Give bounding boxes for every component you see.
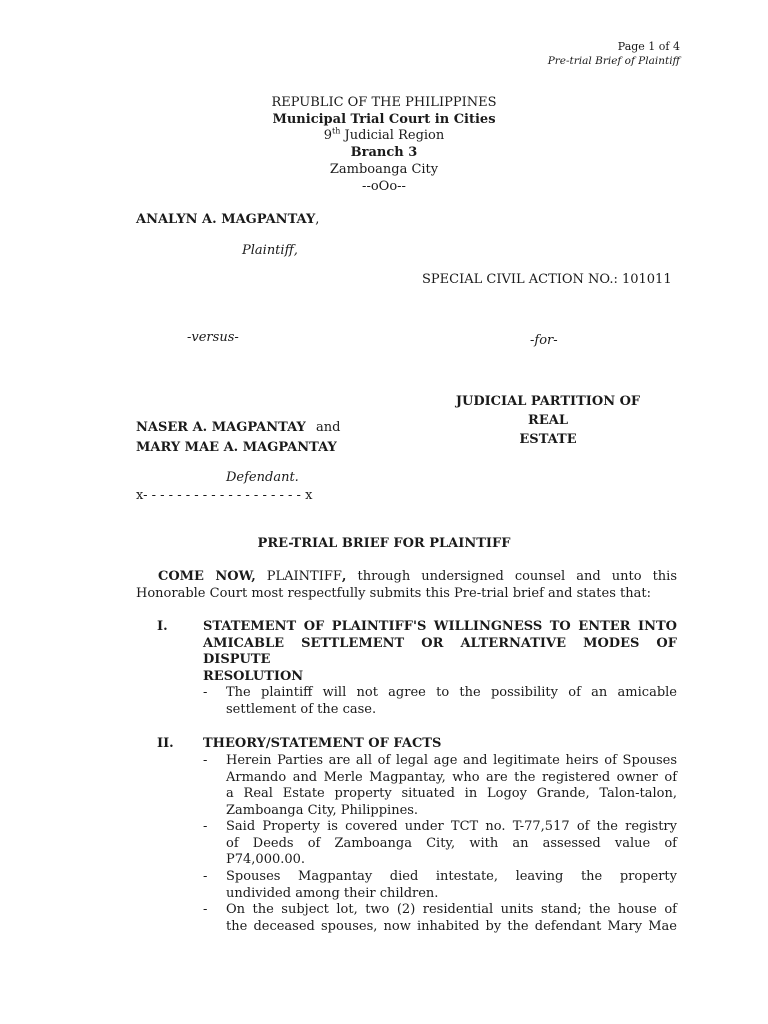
section-1-title-line: AMICABLE SETTLEMENT OR ALTERNATIVE MODES OF DISPUTE	[203, 635, 677, 667]
defendant-1: NASER A. MAGPANTAY	[136, 420, 306, 435]
bullet-text	[226, 753, 677, 819]
region-ordinal: th	[332, 126, 341, 136]
intro-line-2: Honorable Court most respectfully submits this Pre-trial brief and states that:	[136, 585, 651, 601]
bullet-line: of Deeds of Zamboanga City, with an assessed value of	[226, 835, 677, 851]
section-1-title-line: RESOLUTION	[203, 668, 304, 684]
intro-comma: ,	[341, 569, 347, 584]
intro-rest: through undersigned counsel and unto this	[346, 569, 678, 584]
plaintiff-comma: ,	[315, 212, 320, 227]
case-number: SPECIAL CIVIL ACTION NO.: 101011	[422, 272, 672, 287]
defendant-2: MARY MAE A. MAGPANTAY	[136, 440, 337, 455]
section-2-bullet	[203, 819, 677, 869]
bullet-line: the deceased spouses, now inhabited by the defendant Mary Mae	[226, 918, 677, 934]
section-2-bullet	[203, 753, 677, 819]
bullet-text	[226, 685, 677, 718]
bullet-line: undivided among their children.	[226, 885, 439, 901]
section-2-title: THEORY/STATEMENT OF FACTS	[203, 736, 442, 751]
section-1-number: I.	[157, 619, 168, 634]
plaintiff-name-text: ANALYN A. MAGPANTAY	[136, 212, 316, 227]
bullet-line: Armando and Merle Magpantay, who are the registered owner of	[226, 769, 677, 785]
and-label: and	[316, 420, 341, 435]
versus: -versus-	[187, 330, 239, 345]
document-title: PRE-TRIAL BRIEF FOR PLAINTIFF	[257, 536, 511, 551]
bullet-dash: -	[203, 902, 208, 917]
come-now: COME NOW,	[158, 569, 256, 584]
caption-separator: x- - - - - - - - - - - - - - - - - - - x	[136, 488, 313, 503]
section-1-title	[203, 619, 677, 685]
region-number: 9	[323, 128, 333, 143]
section-1-title-line: STATEMENT OF PLAINTIFF'S WILLINGNESS TO ENTER INTO	[203, 619, 677, 634]
bullet-line: Spouses Magpantay died intestate, leaving the property	[226, 869, 677, 884]
bullet-text	[226, 869, 677, 902]
plaintiff-name	[136, 212, 319, 227]
court-name: Municipal Trial Court in Cities	[272, 112, 496, 127]
action-title-line-1: JUDICIAL PARTITION OF REAL	[455, 394, 641, 428]
bullet-line: The plaintiff will not agree to the possibility of an amicable	[226, 685, 677, 700]
section-2-bullet	[203, 902, 677, 936]
section-1-bullet	[203, 685, 677, 719]
branch: Branch 3	[350, 145, 418, 160]
judicial-region	[0, 128, 768, 143]
bullet-dash: -	[203, 685, 208, 700]
bullet-dash: -	[203, 819, 208, 834]
intro-paragraph	[136, 569, 677, 602]
section-2-bullet	[203, 869, 677, 903]
action-title	[439, 392, 657, 449]
republic-heading: REPUBLIC OF THE PHILIPPINES	[271, 95, 497, 110]
region-label: Judicial Region	[340, 128, 445, 143]
section-2-number: II.	[157, 736, 174, 751]
page-number: Page 1 of 4	[617, 40, 680, 53]
bullet-dash: -	[203, 753, 208, 768]
bullet-line: Zamboanga City, Philippines.	[226, 802, 419, 818]
bullet-line: On the subject lot, two (2) residential units stand; the house of	[226, 902, 677, 917]
defendant-role: Defendant.	[226, 470, 299, 485]
bullet-line: P74,000.00.	[226, 852, 306, 867]
document-label: Pre-trial Brief of Plaintiff	[547, 55, 680, 67]
bullet-line: Herein Parties are all of legal age and legitimate heirs of Spouses	[226, 753, 677, 768]
bullet-line: Said Property is covered under TCT no. T-77,517 of the registry	[226, 819, 677, 834]
plaintiff-role: Plaintiff,	[242, 243, 298, 258]
ornament: --oOo--	[362, 179, 406, 194]
bullet-line: a Real Estate property situated in Logoy Grande, Talon-talon,	[226, 786, 677, 801]
bullet-text	[226, 819, 677, 869]
city: Zamboanga City	[329, 162, 439, 177]
bullet-line: settlement of the case.	[226, 701, 377, 717]
bullet-dash: -	[203, 869, 208, 884]
action-title-line-2: ESTATE	[519, 432, 577, 447]
bullet-text	[226, 902, 677, 935]
for-label: -for-	[530, 333, 558, 348]
intro-plaintiff: PLAINTIFF	[255, 569, 342, 584]
intro-line-1	[136, 569, 677, 586]
